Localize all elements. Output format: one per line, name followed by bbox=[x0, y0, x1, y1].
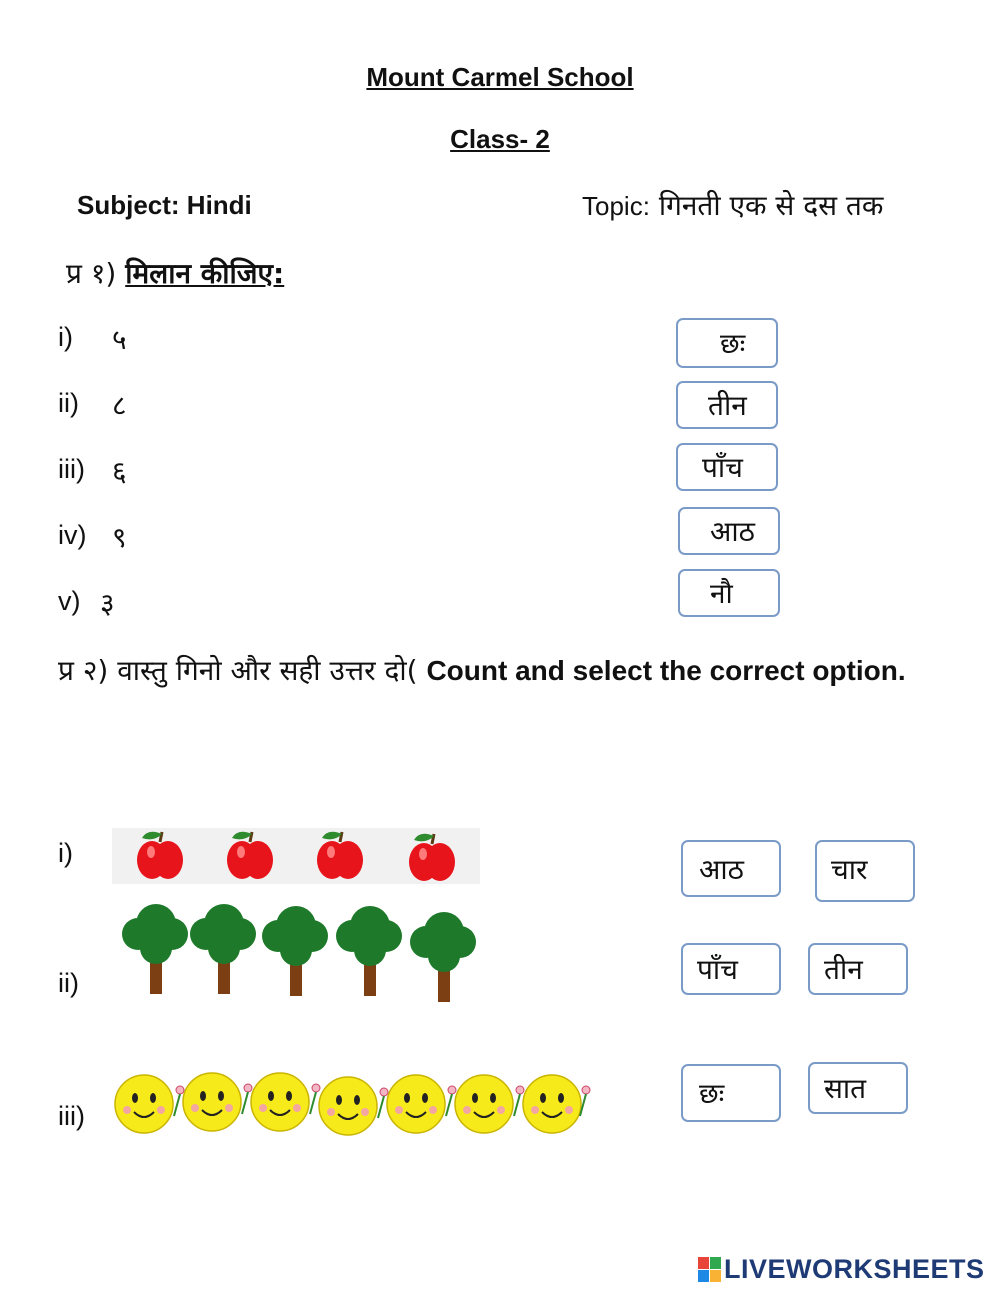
school-title: Mount Carmel School bbox=[366, 62, 634, 92]
tree-icon bbox=[122, 904, 188, 994]
logo-text: LIVEWORKSHEETS bbox=[724, 1254, 985, 1284]
q1-row-label: iii) bbox=[58, 454, 85, 484]
apples-picture bbox=[112, 826, 480, 886]
tree-icon bbox=[262, 906, 328, 996]
q2-item-label: i) bbox=[58, 838, 73, 868]
q1-row-numeral: ३ bbox=[100, 587, 115, 620]
option-box[interactable]: चार bbox=[815, 840, 915, 902]
smiley-icon bbox=[387, 1075, 456, 1133]
smiley-icon bbox=[319, 1077, 388, 1135]
question1-instruction: मिलान कीजिए: bbox=[125, 257, 285, 290]
q2-item-label: ii) bbox=[58, 968, 79, 998]
smiley-icon bbox=[523, 1075, 590, 1133]
tree-icon bbox=[410, 912, 476, 1002]
subject-label: Subject: Hindi bbox=[77, 190, 252, 220]
q1-row-numeral: ५ bbox=[112, 323, 127, 356]
match-box[interactable]: तीन bbox=[676, 381, 778, 429]
smiley-icon bbox=[251, 1073, 320, 1131]
smiley-icon bbox=[115, 1075, 184, 1133]
q1-row-numeral: ६ bbox=[112, 455, 127, 488]
trees-picture bbox=[118, 904, 484, 1004]
match-box[interactable]: छः bbox=[676, 318, 778, 368]
topic-label: Topic: bbox=[582, 191, 650, 221]
q1-row-label: v) bbox=[58, 586, 81, 616]
q1-row-label: ii) bbox=[58, 388, 79, 418]
q1-row-label: iv) bbox=[58, 520, 87, 550]
question2-prefix: प्र २) वास्तु गिनो और सही उत्तर दो( bbox=[58, 654, 418, 687]
logo-icon bbox=[698, 1257, 722, 1283]
match-box[interactable]: आठ bbox=[678, 507, 780, 555]
smiley-icon bbox=[455, 1075, 524, 1133]
q1-row-numeral: ९ bbox=[112, 521, 127, 554]
option-box[interactable]: आठ bbox=[681, 840, 781, 897]
question2-english: Count and select the correct option. bbox=[426, 655, 906, 686]
question1-heading bbox=[66, 254, 284, 292]
class-title: Class- 2 bbox=[450, 124, 550, 154]
tree-icon bbox=[336, 906, 402, 996]
option-box[interactable]: सात bbox=[808, 1062, 908, 1114]
q1-row-label: i) bbox=[58, 322, 73, 352]
question1-prefix: प्र १) bbox=[66, 257, 117, 290]
smiley-icon bbox=[183, 1073, 252, 1131]
tree-icon bbox=[190, 904, 256, 994]
q1-row-numeral: ८ bbox=[112, 389, 127, 422]
option-box[interactable]: छः bbox=[681, 1064, 781, 1122]
topic bbox=[582, 186, 883, 224]
topic-text: गिनती एक से दस तक bbox=[658, 189, 884, 222]
q2-item-label: iii) bbox=[58, 1101, 85, 1131]
liveworksheets-logo bbox=[698, 1254, 985, 1285]
match-box[interactable]: नौ bbox=[678, 569, 780, 617]
question2-heading bbox=[58, 646, 958, 696]
match-box[interactable]: पाँच bbox=[676, 443, 778, 491]
option-box[interactable]: पाँच bbox=[681, 943, 781, 995]
smileys-picture bbox=[112, 1070, 598, 1140]
option-box[interactable]: तीन bbox=[808, 943, 908, 995]
